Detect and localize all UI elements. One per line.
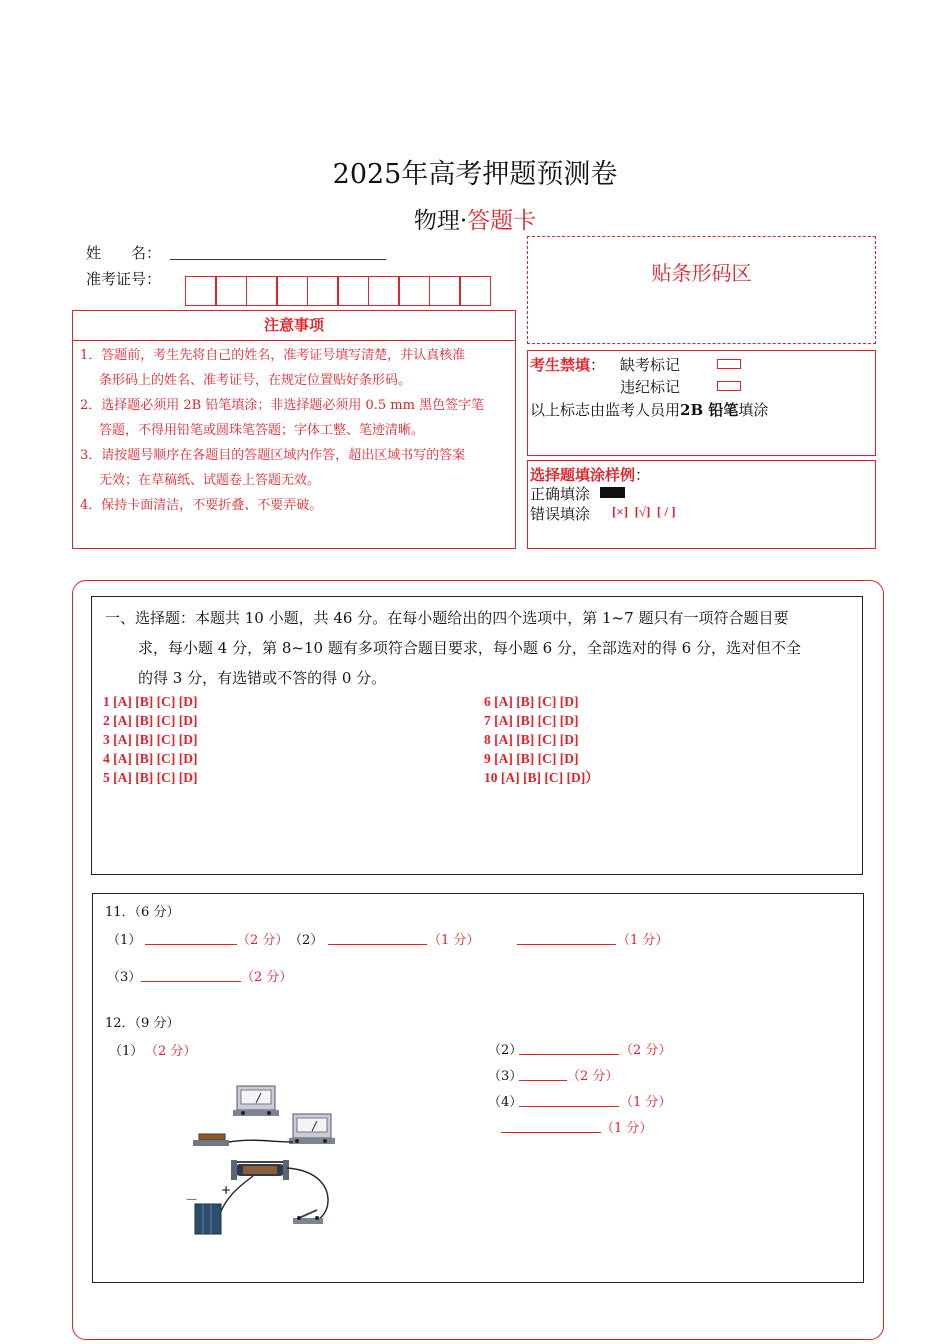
id-digit-box[interactable]: [368, 276, 400, 306]
q12-part4-label: （4）: [488, 1095, 523, 1110]
section2-box: [92, 893, 864, 1283]
name-field[interactable]: [170, 259, 386, 260]
q11-part2-label: （2）: [289, 933, 324, 948]
barcode-area: [527, 236, 876, 344]
absent-mark[interactable]: [717, 359, 741, 369]
q11-part2b-blank[interactable]: [517, 944, 616, 945]
correct-label: 正确填涂: [530, 485, 591, 503]
correct-sample-mark: [600, 487, 625, 498]
sample-colon: ：: [635, 466, 651, 484]
exam-id-boxes[interactable]: [186, 276, 491, 306]
voltmeter-icon: [233, 1086, 279, 1116]
q12-part3-label: （3）: [488, 1069, 523, 1084]
notice-item: 答题，不得用铅笔或圆珠笔答题；字体工整、笔迹清晰。: [99, 423, 425, 438]
wrong-sample-marks: [×] [√] [ / ]: [612, 504, 676, 519]
name-label: 姓 名：: [86, 244, 162, 262]
q12-part2-label: （2）: [488, 1043, 523, 1058]
choice-row-3[interactable]: 3 [A] [B] [C] [D]: [103, 732, 198, 747]
section1-box: [91, 596, 863, 875]
forbidden-label: 考生禁填: [530, 356, 591, 374]
id-digit-box[interactable]: [215, 276, 247, 306]
notice-item: 条形码上的姓名、准考证号，在规定位置贴好条形码。: [99, 373, 412, 388]
q12-part2-blank[interactable]: [519, 1054, 619, 1055]
q12-part2-score: （2 分）: [620, 1043, 672, 1058]
id-digit-box[interactable]: [337, 276, 369, 306]
id-digit-box[interactable]: [429, 276, 461, 306]
q12-part3-blank[interactable]: [519, 1080, 567, 1081]
violation-label: 违纪标记: [620, 378, 681, 396]
page-title: 2025年高考押题预测卷: [332, 159, 618, 190]
page-subtitle: [0, 202, 950, 235]
choice-row-8[interactable]: 8 [A] [B] [C] [D]: [484, 732, 579, 747]
choices-right-column: [484, 692, 599, 787]
id-digit-box[interactable]: [459, 276, 491, 306]
q12-part4-blank[interactable]: [519, 1106, 619, 1107]
section1-instructions-line: 一、选择题：本题共 10 小题，共 46 分。在每小题给出的四个选项中，第 1~7 题只有一项符合题目要: [105, 609, 789, 627]
q12-part1-label: （1）: [109, 1044, 144, 1059]
q12-heading: 12．（9 分）: [105, 1016, 180, 1031]
notice-title: 注意事项: [263, 316, 324, 334]
circuit-diagram: [183, 1074, 343, 1244]
notice-item: 2．选择题必须用 2B 铅笔填涂；非选择题必须用 0.5 mm 黑色签字笔: [80, 398, 485, 413]
choice-row-4[interactable]: 4 [A] [B] [C] [D]: [103, 751, 198, 766]
choice-row-2[interactable]: 2 [A] [B] [C] [D]: [103, 713, 198, 728]
q11-part3-label: （3）: [107, 970, 142, 985]
section1-instructions-line: 求，每小题 4 分，第 8~10 题有多项符合题目要求，每小题 6 分，全部选对的得 6 分，选对但不全: [138, 639, 801, 657]
barcode-label: 贴条形码区: [651, 261, 752, 285]
choice-row-6[interactable]: 6 [A] [B] [C] [D]: [484, 694, 579, 709]
q11-part3-blank[interactable]: [141, 981, 241, 982]
notice-item: 1．答题前，考生先将自己的姓名，准考证号填写清楚，并认真核准: [80, 348, 466, 363]
q11-part1-blank[interactable]: [145, 944, 237, 945]
violation-mark[interactable]: [717, 381, 741, 391]
battery-icon: [195, 1204, 221, 1234]
subtitle-subject: 物理·: [413, 208, 468, 234]
q11-part2-score: （1 分）: [428, 933, 480, 948]
choices-left-column: [103, 692, 197, 787]
choice-row-1[interactable]: 1 [A] [B] [C] [D]: [103, 694, 198, 709]
q11-heading: 11．（6 分）: [105, 905, 180, 920]
battery-minus-label: －: [185, 1193, 199, 1208]
sample-title: 选择题填涂样例: [530, 466, 636, 484]
id-digit-box[interactable]: [246, 276, 278, 306]
q11-part3-score: （2 分）: [241, 970, 293, 985]
forbidden-colon: ：: [590, 356, 606, 374]
notice-item: 3．请按题号顺序在各题目的答题区域内作答，超出区域书写的答案: [80, 448, 466, 463]
q12-part3-score: （2 分）: [567, 1069, 619, 1084]
choice-row-7[interactable]: 7 [A] [B] [C] [D]: [484, 713, 579, 728]
q12-part1-score: （2 分）: [145, 1044, 197, 1059]
absent-label: 缺考标记: [620, 356, 681, 374]
exam-id-label: 准考证号：: [86, 270, 162, 288]
subtitle-card: 答题卡: [467, 208, 537, 234]
battery-plus-label: +: [221, 1183, 232, 1197]
q11-part2b-score: （1 分）: [617, 933, 669, 948]
q11-part1-label: （1）: [107, 933, 142, 948]
q11-part2-blank[interactable]: [328, 944, 427, 945]
id-digit-box[interactable]: [307, 276, 339, 306]
choice-row-10[interactable]: 10 [A] [B] [C] [D]）: [484, 770, 599, 785]
section1-instructions-line: 的得 3 分，有选错或不答的得 0 分。: [138, 669, 387, 687]
q11-part1-score: （2 分）: [237, 933, 289, 948]
ammeter-icon: [289, 1114, 335, 1144]
rheostat-icon: [231, 1160, 289, 1180]
id-digit-box[interactable]: [398, 276, 430, 306]
id-digit-box[interactable]: [185, 276, 217, 306]
q12-part5-score: （1 分）: [601, 1121, 653, 1136]
forbidden-note: 以上标志由监考人员用2B 铅笔填涂: [530, 401, 769, 419]
notice-title-box: [72, 310, 516, 341]
choice-row-5[interactable]: 5 [A] [B] [C] [D]: [103, 770, 198, 785]
resistor-icon: [193, 1134, 229, 1146]
q12-part4-score: （1 分）: [620, 1095, 672, 1110]
sample-box: [527, 460, 876, 549]
notice-item: 无效；在草稿纸、试题卷上答题无效。: [99, 473, 321, 488]
switch-icon: [293, 1210, 323, 1224]
forbidden-box: [527, 350, 876, 456]
choice-row-9[interactable]: 9 [A] [B] [C] [D]: [484, 751, 579, 766]
notice-box: [72, 340, 516, 549]
id-digit-box[interactable]: [276, 276, 308, 306]
wrong-label: 错误填涂: [530, 505, 591, 523]
q12-part5-blank[interactable]: [501, 1132, 601, 1133]
notice-item: 4．保持卡面清洁，不要折叠、不要弄破。: [80, 498, 323, 513]
